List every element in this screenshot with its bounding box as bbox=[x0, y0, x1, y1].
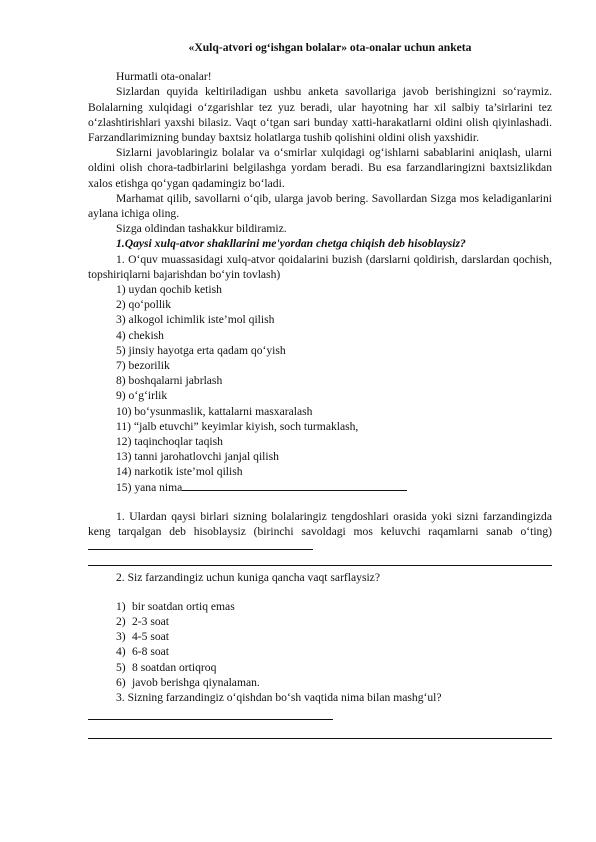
document-body bbox=[88, 40, 552, 739]
answer-blank-line[interactable] bbox=[182, 480, 407, 491]
answer-rule[interactable] bbox=[88, 738, 552, 739]
question-1-option: 9) o‘g‘irlik bbox=[116, 389, 168, 403]
intro-paragraph-1: Sizlardan quyida keltiriladigan ushbu anketa savollariga javob berishingizni so‘raymiz. Bolalarning xulqidagi o‘zgarishlar tez yuz beradi, ular hayotning har xil salbiy ta’sirlarini tez o‘zlashtirishlari yaxshi bilasiz. Vaqt o‘tgan sari bunday xatti-harakatlarni oldini olish qiyinlashadi. Farzandlarimizning bunday baxtsiz holatlarga tushib qolishini oldini olish yaxshidir. bbox=[88, 85, 552, 145]
question-2-option: 3) 4-5 soat bbox=[116, 630, 170, 644]
question-1-option: 14) narkotik iste’mol qilish bbox=[116, 465, 243, 479]
question-1-option: 11) “jalb etuvchi” keyimlar kiyish, soch turmaklash, bbox=[116, 419, 359, 433]
question-1-option: 13) tanni jarohatlovchi janjal qilish bbox=[116, 450, 279, 464]
question-1-option: 7) bezorilik bbox=[116, 359, 170, 373]
answer-blank-line[interactable] bbox=[88, 539, 313, 550]
question-2: 2. Siz farzandingiz uchun kuniga qancha vaqt sarflaysiz? bbox=[116, 570, 380, 584]
question-2-option: 2) 2-3 soat bbox=[116, 614, 170, 628]
question-1-option: 3) alkogol ichimlik iste’mol qilish bbox=[116, 313, 275, 327]
question-1b bbox=[88, 509, 552, 555]
question-1-option: 1) uydan qochib ketish bbox=[116, 283, 222, 297]
question-1b-text: 1. Ulardan qaysi birlari sizning bolalaringiz tengdoshlari orasida yoki sizni farzandingizda keng tarqalgan deb hisoblaysiz (birinchi savoldagi mos keluvchi raqamlarni sanab o‘ting) bbox=[88, 509, 552, 539]
page-title: «Xulq-atvori og‘ishgan bolalar» ota-onalar uchun anketa bbox=[188, 41, 472, 54]
question-2-option: 5) 8 soatdan ortiqroq bbox=[116, 660, 217, 674]
question-1-other-label: 15) yana nima bbox=[116, 480, 183, 494]
question-1-option: 10) bo‘ysunmaslik, kattalarni masxaralash bbox=[116, 404, 313, 418]
question-2-option: 6) javob berishga qiynalaman. bbox=[116, 675, 260, 689]
question-1-option: 8) boshqalarni jabrlash bbox=[116, 374, 223, 388]
question-1-option: 12) taqinchoqlar taqish bbox=[116, 435, 223, 449]
question-2-option: 1) bir soatdan ortiq emas bbox=[116, 599, 235, 613]
question-1-option: 2) qo‘pollik bbox=[116, 298, 172, 312]
question-1-heading: 1.Qaysi xulq-atvor shakllarini me'yordan chetga chiqish deb hisoblaysiz? bbox=[116, 237, 466, 251]
answer-blank-line[interactable] bbox=[88, 711, 333, 720]
intro-paragraph-3: Marhamat qilib, savollarni o‘qib, ularga javob bering. Savollardan Sizga mos keladiganlarini aylana ichiga oling. bbox=[88, 191, 552, 221]
question-2-option: 4) 6-8 soat bbox=[116, 645, 170, 659]
question-1-other bbox=[88, 480, 552, 495]
question-3: 3. Sizning farzandingiz o‘qishdan bo‘sh vaqtida nima bilan mashg‘ul? bbox=[116, 690, 442, 704]
question-1-option: 5) jinsiy hayotga erta qadam qo‘yish bbox=[116, 343, 286, 357]
greeting: Hurmatli ota-onalar! bbox=[116, 70, 212, 84]
question-1-option: 4) chekish bbox=[116, 328, 164, 342]
answer-rule[interactable] bbox=[88, 565, 552, 566]
question-1-item-1: 1. O‘quv muassasidagi xulq-atvor qoidalarini buzish (darslarni qoldirish, darslardan qochish, topshiriqlarni bajarishdan bo‘yin tovlash) bbox=[88, 252, 552, 281]
intro-paragraph-4: Sizga oldindan tashakkur bildiramiz. bbox=[116, 222, 287, 236]
intro-paragraph-2: Sizlarni javoblaringiz bolalar va o‘smirlar xulqidagi og‘ishlarni sabablarini aniqlash, ularni oldini olish chora-tadbirlarini belgilashga yordam beradi. Bu esa farzandlaringizni baxtsizlikdan xalos etishga qo‘ygan qadamingiz bo‘ladi. bbox=[88, 146, 552, 190]
